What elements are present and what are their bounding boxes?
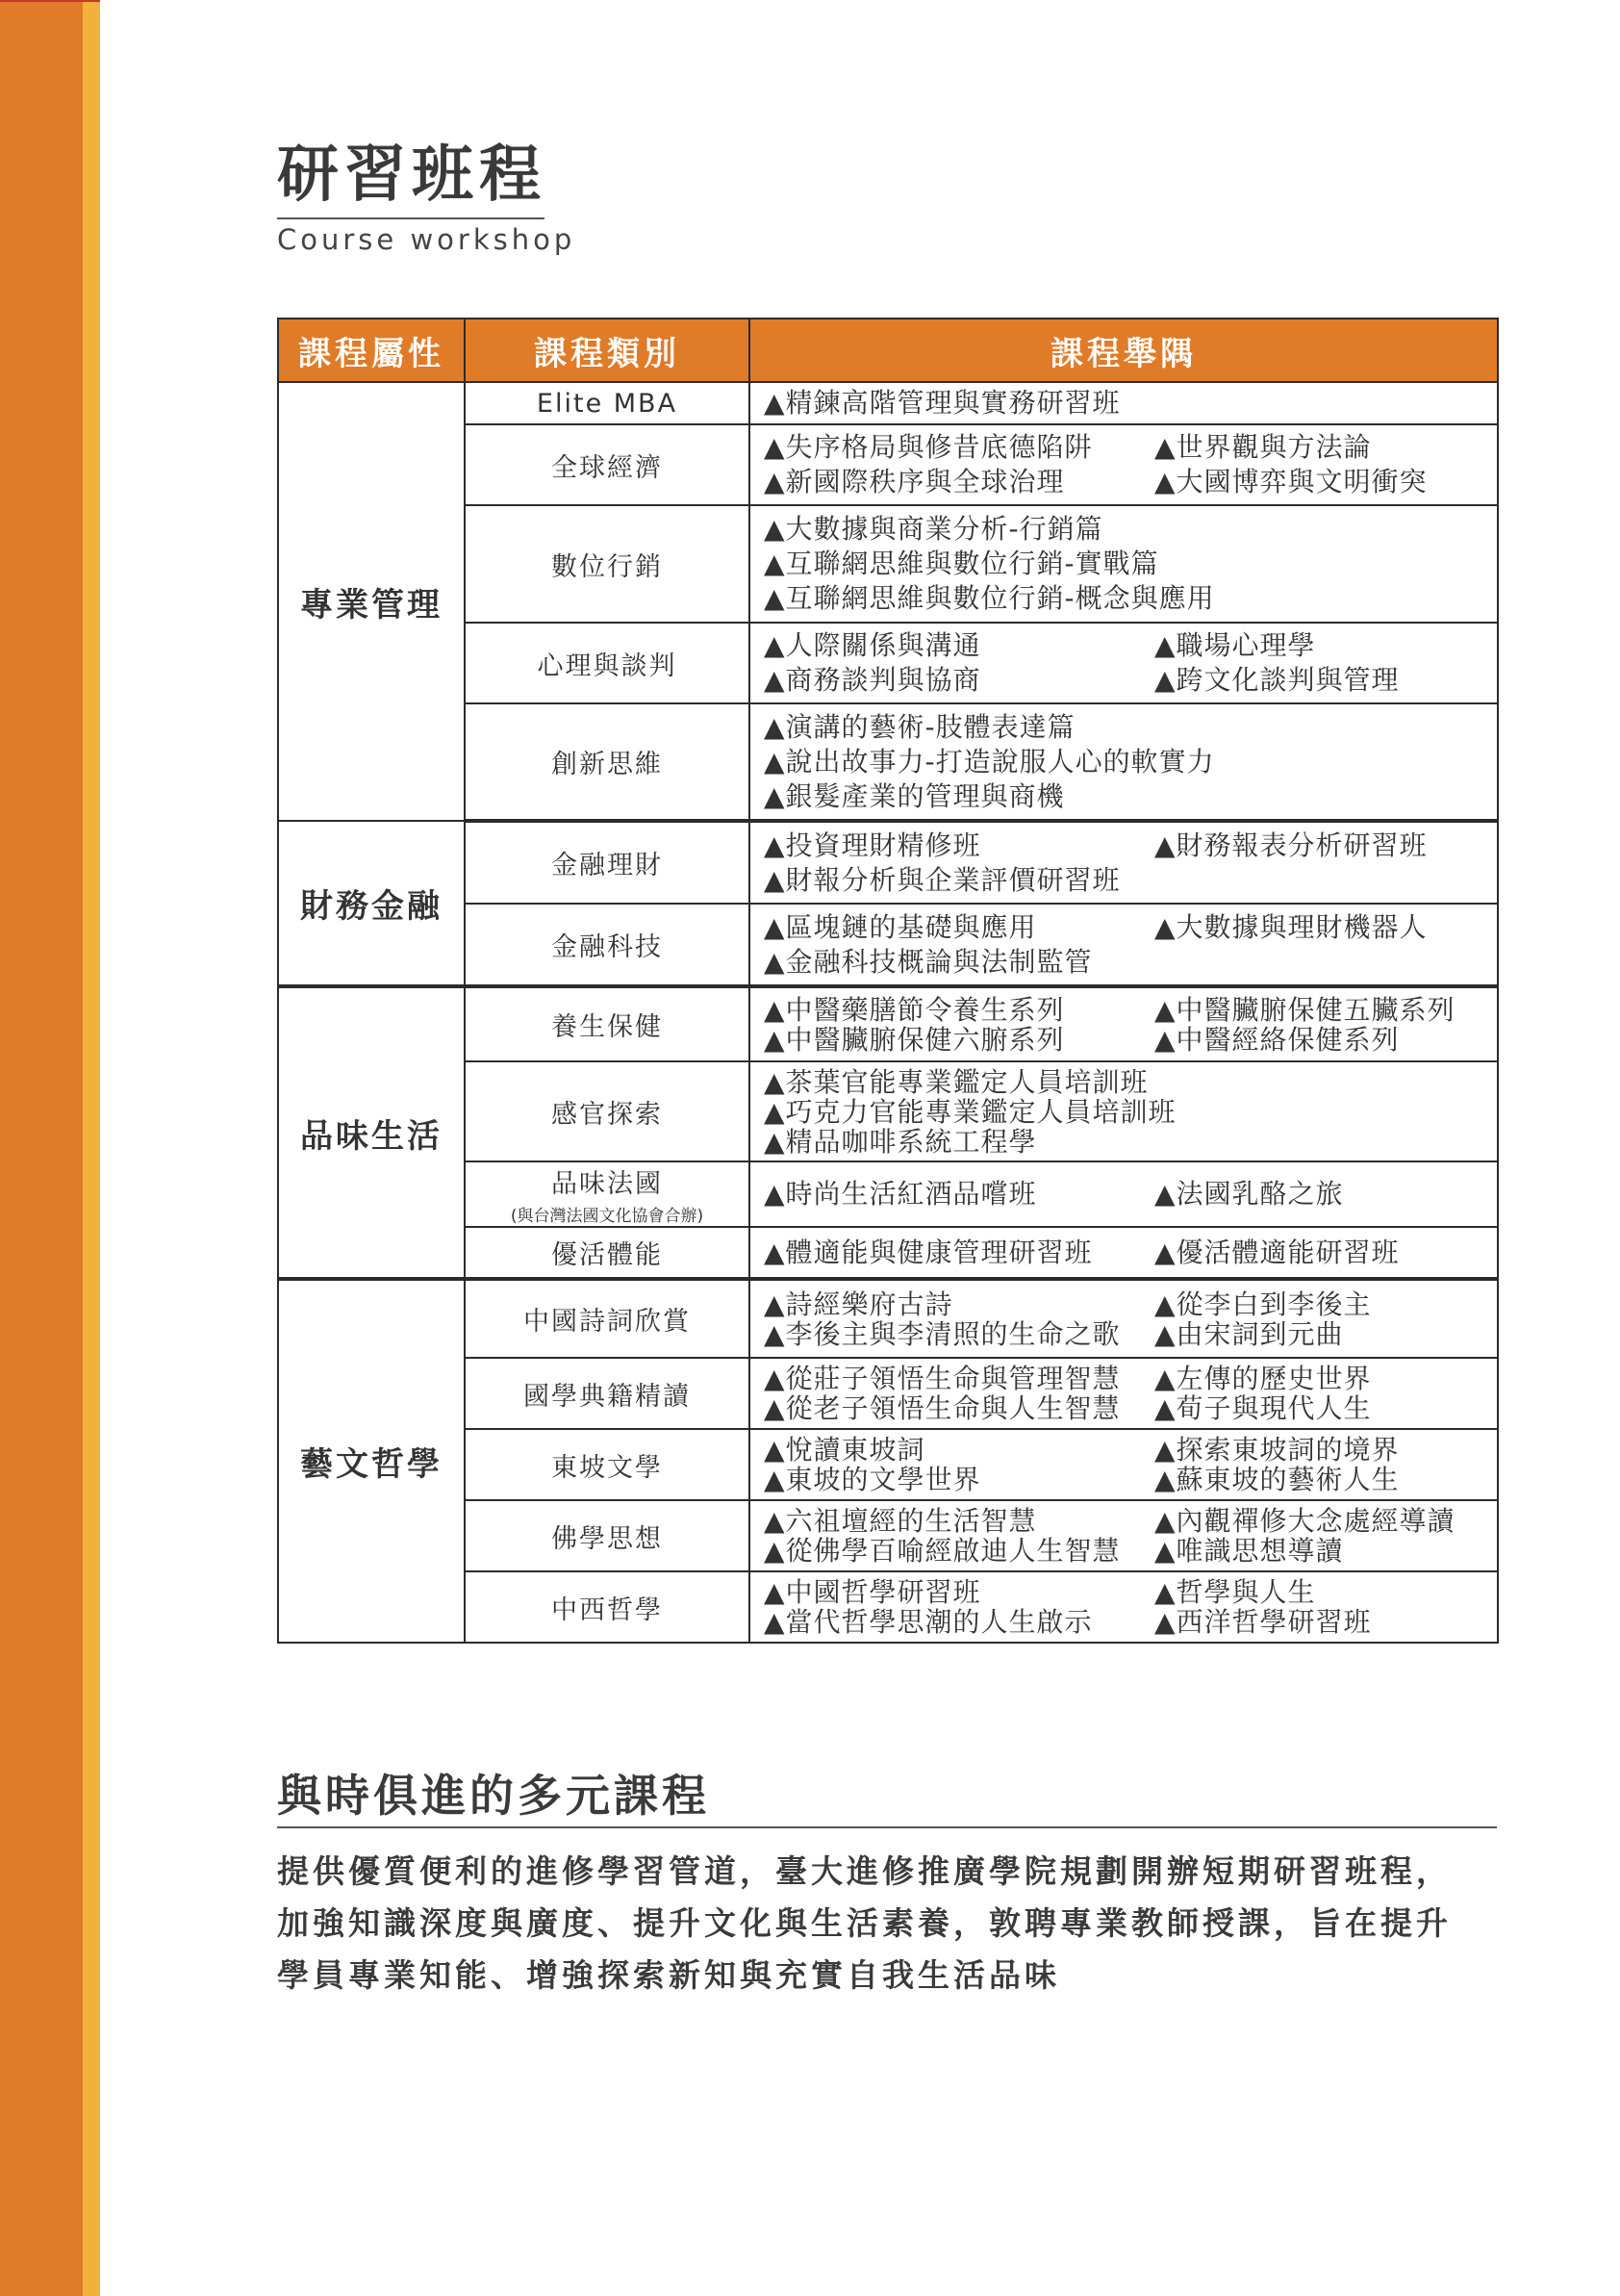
course-item: ▲哲學與人生 <box>1154 1576 1316 1608</box>
course-item: ▲時尚生活紅酒品嚐班 <box>764 1178 1037 1210</box>
course-item: ▲大國博弈與文明衝突 <box>1154 466 1428 497</box>
course-item: ▲中醫臟腑保健六腑系列 <box>764 1023 1065 1056</box>
course-item: ▲六祖壇經的生活智慧 <box>764 1505 1037 1537</box>
section-body-line: 加強知識深度與廣度、提升文化與生活素養，敦聘專業教師授課，旨在提升 <box>277 1904 1452 1942</box>
course-item: ▲銀髮產業的管理與商機 <box>764 779 1065 812</box>
category-cell: 創新思維 <box>465 703 749 821</box>
course-item: ▲大數據與理財機器人 <box>1154 910 1428 943</box>
table-row <box>278 986 1498 1061</box>
page-subtitle: Course workshop <box>277 223 576 256</box>
table-row <box>278 382 1498 424</box>
course-item: ▲西洋哲學研習班 <box>1154 1606 1372 1638</box>
examples-cell <box>749 1279 1498 1358</box>
category-cell: 國學典籍精讀 <box>465 1358 749 1429</box>
course-item: ▲由宋詞到元曲 <box>1154 1317 1344 1350</box>
course-item: ▲大數據與商業分析-行銷篇 <box>764 513 1103 545</box>
course-item: ▲當代哲學思潮的人生啟示 <box>764 1606 1093 1638</box>
category-cell: 心理與談判 <box>465 623 749 703</box>
course-item: ▲互聯網思維與數位行銷-實戰篇 <box>764 548 1159 579</box>
section-title: 與時俱進的多元課程 <box>277 1770 710 1822</box>
examples-cell <box>749 1061 1498 1161</box>
course-item: ▲從老子領悟生命與人生智慧 <box>764 1392 1121 1424</box>
course-item: ▲人際關係與溝通 <box>764 629 981 661</box>
category-cell: 全球經濟 <box>465 424 749 505</box>
course-item: ▲財務報表分析研習班 <box>1154 829 1428 861</box>
course-item: ▲精鍊高階管理與實務研習班 <box>764 387 1121 419</box>
course-item: ▲新國際秩序與全球治理 <box>764 466 1065 497</box>
header-examples: 課程舉隅 <box>749 319 1498 382</box>
category-cell: 感官探索 <box>465 1061 749 1161</box>
course-item: ▲世界觀與方法論 <box>1154 431 1372 463</box>
examples-cell <box>749 703 1498 821</box>
title-divider <box>277 217 544 219</box>
category-cell: Elite MBA <box>465 382 749 424</box>
left-orange-bar <box>0 0 83 2296</box>
category-cell: 東坡文學 <box>465 1429 749 1500</box>
course-item: ▲探索東坡詞的境界 <box>1154 1434 1400 1466</box>
examples-cell <box>749 382 1498 424</box>
category-cell: 金融理財 <box>465 821 749 904</box>
course-item: ▲互聯網思維與數位行銷-概念與應用 <box>764 582 1215 614</box>
category-cell: 中西哲學 <box>465 1571 749 1643</box>
course-item: ▲詩經樂府古詩 <box>764 1288 953 1320</box>
attribute-cell: 藝文哲學 <box>278 1279 465 1643</box>
course-table <box>277 318 1499 1644</box>
section-body-line: 提供優質便利的進修學習管道，臺大進修推廣學院規劃開辦短期研習班程， <box>277 1852 1452 1890</box>
attribute-cell: 財務金融 <box>278 821 465 986</box>
course-item: ▲法國乳酪之旅 <box>1154 1178 1344 1210</box>
section-body-line: 學員專業知能、增強探索新知與充實自我生活品味 <box>277 1956 1060 1994</box>
course-item: ▲演講的藝術-肢體表達篇 <box>764 710 1076 743</box>
category-cell: 優活體能 <box>465 1227 749 1279</box>
course-item: ▲左傳的歷史世界 <box>1154 1363 1372 1394</box>
course-item: ▲中國哲學研習班 <box>764 1576 981 1608</box>
course-item: ▲從莊子領悟生命與管理智慧 <box>764 1363 1121 1394</box>
header-category: 課程類別 <box>465 319 749 382</box>
course-item: ▲李後主與李清照的生命之歌 <box>764 1317 1121 1350</box>
course-item: ▲中醫臟腑保健五臟系列 <box>1154 993 1455 1026</box>
examples-cell <box>749 986 1498 1061</box>
course-item: ▲巧克力官能專業鑑定人員培訓班 <box>764 1095 1177 1128</box>
course-item: ▲失序格局與修昔底德陷阱 <box>764 431 1093 463</box>
left-yellow-bar <box>83 0 100 2296</box>
course-item: ▲從佛學百喻經啟迪人生智慧 <box>764 1535 1121 1567</box>
table-header-row <box>278 319 1498 382</box>
category-cell: 中國詩詞欣賞 <box>465 1279 749 1358</box>
course-item: ▲說出故事力-打造說服人心的軟實力 <box>764 745 1215 778</box>
table-row <box>278 1279 1498 1358</box>
course-item: ▲蘇東坡的藝術人生 <box>1154 1464 1400 1495</box>
examples-cell <box>749 1571 1498 1643</box>
category-note: (與台灣法國文化協會合辦) <box>510 1207 704 1226</box>
course-item: ▲商務談判與協商 <box>764 664 981 696</box>
category-cell: 佛學思想 <box>465 1500 749 1571</box>
course-item: ▲優活體適能研習班 <box>1154 1236 1400 1268</box>
course-item: ▲職場心理學 <box>1154 629 1316 661</box>
examples-cell <box>749 1358 1498 1429</box>
examples-cell <box>749 424 1498 505</box>
course-item: ▲投資理財精修班 <box>764 829 981 861</box>
course-item: ▲唯識思想導讀 <box>1154 1535 1344 1567</box>
course-item: ▲精品咖啡系統工程學 <box>764 1125 1037 1158</box>
course-item: ▲東坡的文學世界 <box>764 1464 981 1495</box>
examples-cell <box>749 904 1498 986</box>
attribute-cell: 專業管理 <box>278 382 465 821</box>
course-item: ▲內觀禪修大念處經導讀 <box>1154 1505 1455 1537</box>
category-cell: 養生保健 <box>465 986 749 1061</box>
course-item: ▲荀子與現代人生 <box>1154 1392 1372 1424</box>
table-row <box>278 821 1498 904</box>
examples-cell <box>749 1227 1498 1279</box>
examples-cell <box>749 1500 1498 1571</box>
course-item: ▲中醫經絡保健系列 <box>1154 1023 1400 1056</box>
page-title: 研習班程 <box>277 140 546 211</box>
page-title-block <box>277 140 576 256</box>
course-item: ▲區塊鏈的基礎與應用 <box>764 910 1037 943</box>
course-item: ▲金融科技概論與法制監管 <box>764 945 1093 978</box>
course-item: ▲茶葉官能專業鑑定人員培訓班 <box>764 1065 1149 1098</box>
examples-cell <box>749 1161 1498 1227</box>
category-cell <box>465 1161 749 1227</box>
category-cell: 數位行銷 <box>465 505 749 623</box>
examples-cell <box>749 821 1498 904</box>
course-item: ▲從李白到李後主 <box>1154 1288 1372 1320</box>
examples-cell <box>749 1429 1498 1500</box>
section-body <box>277 1846 1508 2002</box>
examples-cell <box>749 623 1498 703</box>
course-item: ▲中醫藥膳節令養生系列 <box>764 993 1065 1026</box>
header-attribute: 課程屬性 <box>278 319 465 382</box>
examples-cell <box>749 505 1498 623</box>
course-item: ▲跨文化談判與管理 <box>1154 664 1400 696</box>
top-red-accent <box>0 0 100 2</box>
category-label: 品味法國 <box>551 1169 663 1199</box>
course-item: ▲體適能與健康管理研習班 <box>764 1236 1093 1268</box>
section-divider <box>277 1826 1497 1828</box>
course-item: ▲悅讀東坡詞 <box>764 1434 925 1466</box>
course-item: ▲財報分析與企業評價研習班 <box>764 863 1121 896</box>
category-cell: 金融科技 <box>465 904 749 986</box>
attribute-cell: 品味生活 <box>278 986 465 1279</box>
